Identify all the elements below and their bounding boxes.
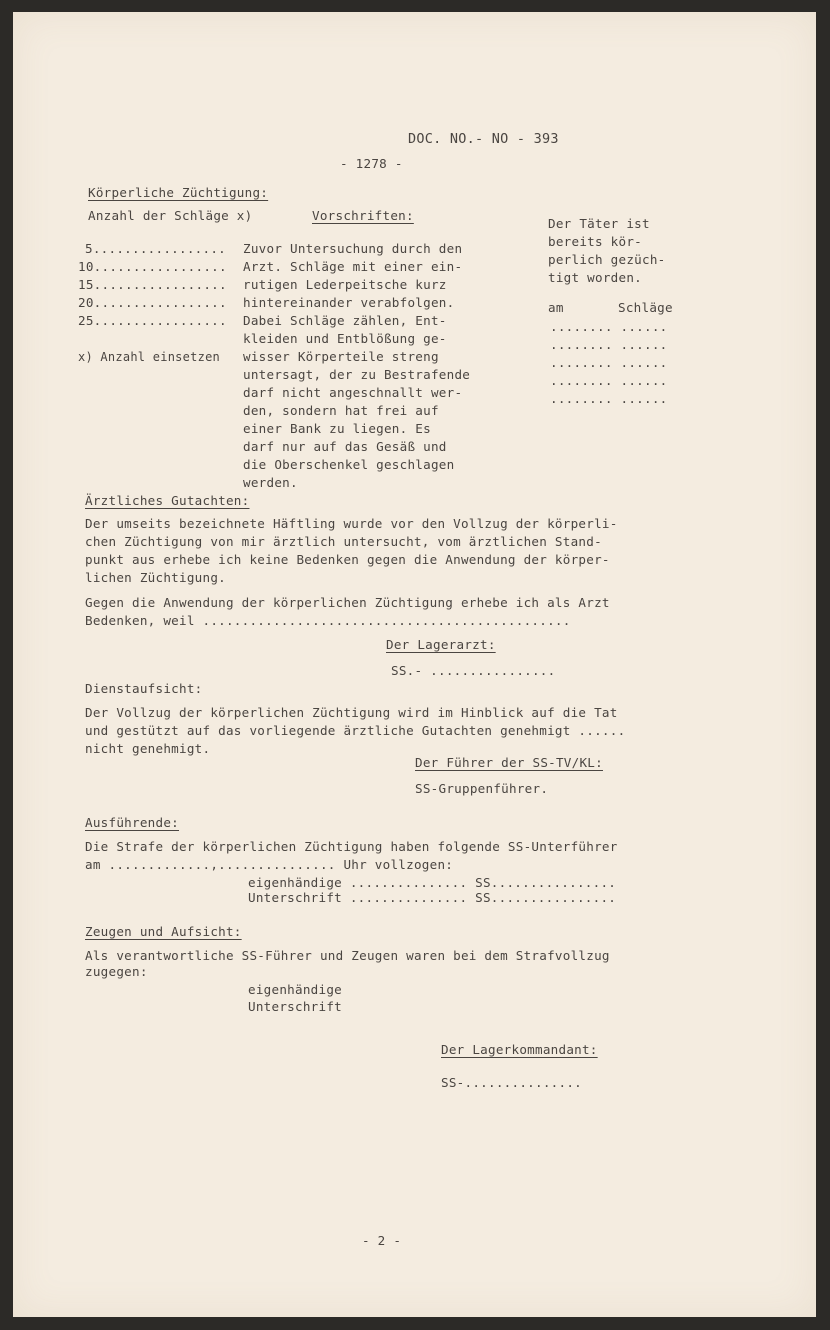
prior-line: tigt worden.	[548, 270, 642, 285]
rules-line: Zuvor Untersuchung durch den	[243, 241, 463, 256]
witnesses-line: Als verantwortliche SS-Führer und Zeugen waren bei dem Strafvollzug	[85, 948, 610, 963]
prior-dots-row: ........ ......	[550, 373, 668, 388]
prior-line: bereits kör-	[548, 234, 642, 249]
rules-line: den, sondern hat frei auf	[243, 403, 439, 418]
medical-line: punkt aus erhebe ich keine Bedenken gegen die Anwendung der körper-	[85, 552, 610, 567]
rules-line: darf nur auf das Gesäß und	[243, 439, 447, 454]
witnesses-heading: Zeugen und Aufsicht:	[85, 924, 242, 939]
prior-line: perlich gezüch-	[548, 252, 666, 267]
medical-line: lichen Züchtigung.	[85, 570, 226, 585]
medical-heading: Ärztliches Gutachten:	[85, 493, 250, 508]
rules-line: kleiden und Entblößung ge-	[243, 331, 447, 346]
count-item: 5.................	[85, 241, 226, 256]
rules-line: Arzt. Schläge mit einer ein-	[243, 259, 463, 274]
schlaege-label: Schläge	[618, 300, 673, 315]
rules-line: untersagt, der zu Bestrafende	[243, 367, 471, 382]
witnesses-signature-label: Unterschrift	[248, 999, 342, 1014]
executors-heading: Ausführende:	[85, 815, 179, 830]
prior-dots-row: ........ ......	[550, 355, 668, 370]
rules-line: hintereinander verabfolgen.	[243, 295, 455, 310]
medical-line: Der umseits bezeichnete Häftling wurde vor den Vollzug der körperli-	[85, 516, 618, 531]
supervision-line: nicht genehmigt.	[85, 741, 211, 756]
supervision-line: Der Vollzug der körperlichen Züchtigung wird im Hinblick auf die Tat	[85, 705, 618, 720]
leader-rank: SS-Gruppenführer.	[415, 781, 549, 796]
rules-line: Dabei Schläge zählen, Ent-	[243, 313, 447, 328]
count-item: 15.................	[78, 277, 227, 292]
rules-line: werden.	[243, 475, 298, 490]
count-label: Anzahl der Schläge x)	[88, 208, 253, 223]
executors-signature-line: Unterschrift ............... SS................	[248, 890, 617, 905]
doc-number: DOC. NO.- NO - 393	[408, 131, 559, 147]
witnesses-signature-label: eigenhändige	[248, 982, 342, 997]
count-footnote: x) Anzahl einsetzen	[78, 350, 221, 364]
page-number: - 2 -	[362, 1233, 402, 1248]
camp-doctor-title: Der Lagerarzt:	[386, 637, 496, 652]
count-item: 25.................	[78, 313, 227, 328]
objection-line: Gegen die Anwendung der körperlichen Züchtigung erhebe ich als Arzt	[85, 595, 610, 610]
executors-line: Die Strafe der körperlichen Züchtigung haben folgende SS-Unterführer	[85, 839, 618, 854]
rules-line: einer Bank zu liegen. Es	[243, 421, 431, 436]
leader-title: Der Führer der SS-TV/KL:	[415, 755, 603, 770]
rules-line: die Oberschenkel geschlagen	[243, 457, 455, 472]
rules-line: wisser Körperteile streng	[243, 349, 439, 364]
witnesses-line: zugegen:	[85, 964, 148, 979]
commandant-signature-line: SS-...............	[441, 1075, 582, 1090]
prior-dots-row: ........ ......	[550, 391, 668, 406]
supervision-line: und gestützt auf das vorliegende ärztliche Gutachten genehmigt ......	[85, 723, 626, 738]
document-page	[13, 12, 816, 1317]
camp-doctor-signature-line: SS.- ................	[391, 663, 556, 678]
commandant-title: Der Lagerkommandant:	[441, 1042, 598, 1057]
rules-heading: Vorschriften:	[312, 208, 414, 223]
medical-line: chen Züchtigung von mir ärztlich untersucht, vom ärztlichen Stand-	[85, 534, 602, 549]
executors-time-line: am .............,............... Uhr vollzogen:	[85, 857, 454, 872]
supervision-heading: Dienstaufsicht:	[85, 681, 203, 696]
count-item: 20.................	[78, 295, 227, 310]
page-reference: - 1278 -	[340, 156, 403, 171]
objection-line: Bedenken, weil ...............................................	[85, 613, 571, 628]
prior-line: Der Täter ist	[548, 216, 650, 231]
executors-signature-line: eigenhändige ............... SS................	[248, 875, 617, 890]
rules-line: darf nicht angeschnallt wer-	[243, 385, 463, 400]
am-label: am	[548, 300, 564, 315]
rules-line: rutigen Lederpeitsche kurz	[243, 277, 447, 292]
prior-dots-row: ........ ......	[550, 319, 668, 334]
punishment-heading: Körperliche Züchtigung:	[88, 185, 269, 200]
prior-dots-row: ........ ......	[550, 337, 668, 352]
count-item: 10.................	[78, 259, 227, 274]
